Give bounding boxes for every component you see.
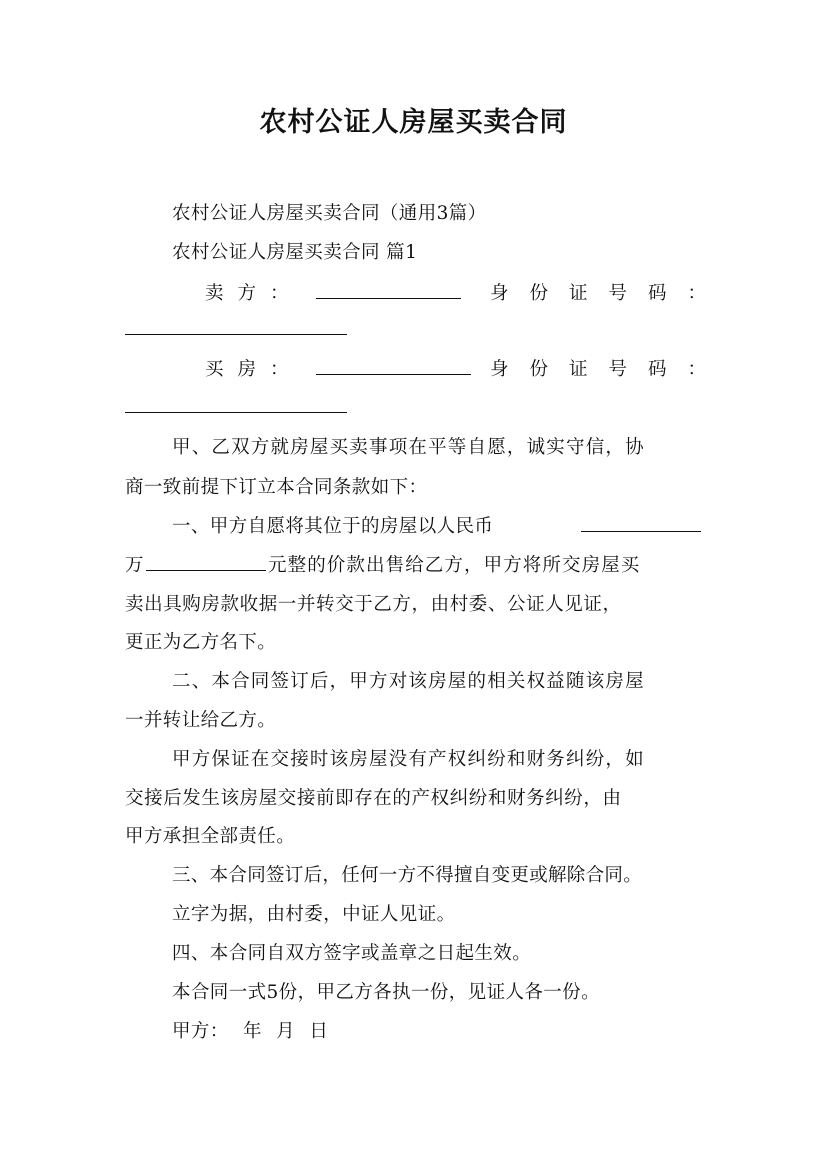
witness-statement: 立字为据，由村委，中证人见证。 <box>172 904 456 925</box>
guarantee-line-3: 甲方承担全部责任。 <box>125 826 296 847</box>
party-a-signature-date: 甲方： 年 月 日 <box>172 1021 329 1042</box>
clause-1-line-4: 更正为乙方名下。 <box>125 632 277 653</box>
clause-1-line-2-suffix: 元整的价款出售给乙方，甲方将所交房屋买 <box>268 555 641 576</box>
copies-statement: 本合同一式5份，甲乙方各执一份，见证人各一份。 <box>172 982 600 1003</box>
clause-2-line-2: 一并转让给乙方。 <box>125 710 277 731</box>
document-subtitle: 农村公证人房屋买卖合同（通用3篇） <box>172 203 487 224</box>
clause-2-line-1: 二、本合同签订后，甲方对该房屋的相关权益随该房屋 <box>172 671 645 692</box>
price-blank-2[interactable] <box>146 552 266 571</box>
seller-id-blank[interactable] <box>125 334 347 335</box>
buyer-id-blank[interactable] <box>125 412 347 413</box>
clause-3: 三、本合同签订后，任何一方不得擅自变更或解除合同。 <box>172 865 643 886</box>
seller-name-blank[interactable] <box>316 280 461 299</box>
guarantee-line-1: 甲方保证在交接时该房屋没有产权纠纷和财务纠纷，如 <box>172 749 645 770</box>
section-heading: 农村公证人房屋买卖合同 篇1 <box>172 242 418 263</box>
guarantee-line-2: 交接后发生该房屋交接前即存在的产权纠纷和财务纠纷，由 <box>125 788 622 809</box>
paragraph-intro-line-1: 甲、乙双方就房屋买卖事项在平等自愿，诚实守信，协 <box>172 437 645 458</box>
paragraph-intro-line-2: 商一致前提下订立本合同条款如下： <box>125 477 428 498</box>
clause-4: 四、本合同自双方签字或盖章之日起生效。 <box>172 943 532 964</box>
clause-1-line-1: 一、甲方自愿将其位于的房屋以人民币 <box>172 516 494 537</box>
clause-1-line-3: 卖出具购房款收据一并转交于乙方，由村委、公证人见证， <box>125 594 622 615</box>
seller-label: 卖方： <box>205 283 303 304</box>
seller-id-label: 身份证号码： <box>490 283 728 304</box>
price-blank-1[interactable] <box>581 513 701 532</box>
buyer-name-blank[interactable] <box>316 356 471 375</box>
document-title: 农村公证人房屋买卖合同 <box>259 107 568 138</box>
buyer-id-label: 身份证号码： <box>490 359 728 380</box>
clause-1-line-2-prefix: 万 <box>125 555 144 576</box>
buyer-label: 买房： <box>205 359 303 380</box>
